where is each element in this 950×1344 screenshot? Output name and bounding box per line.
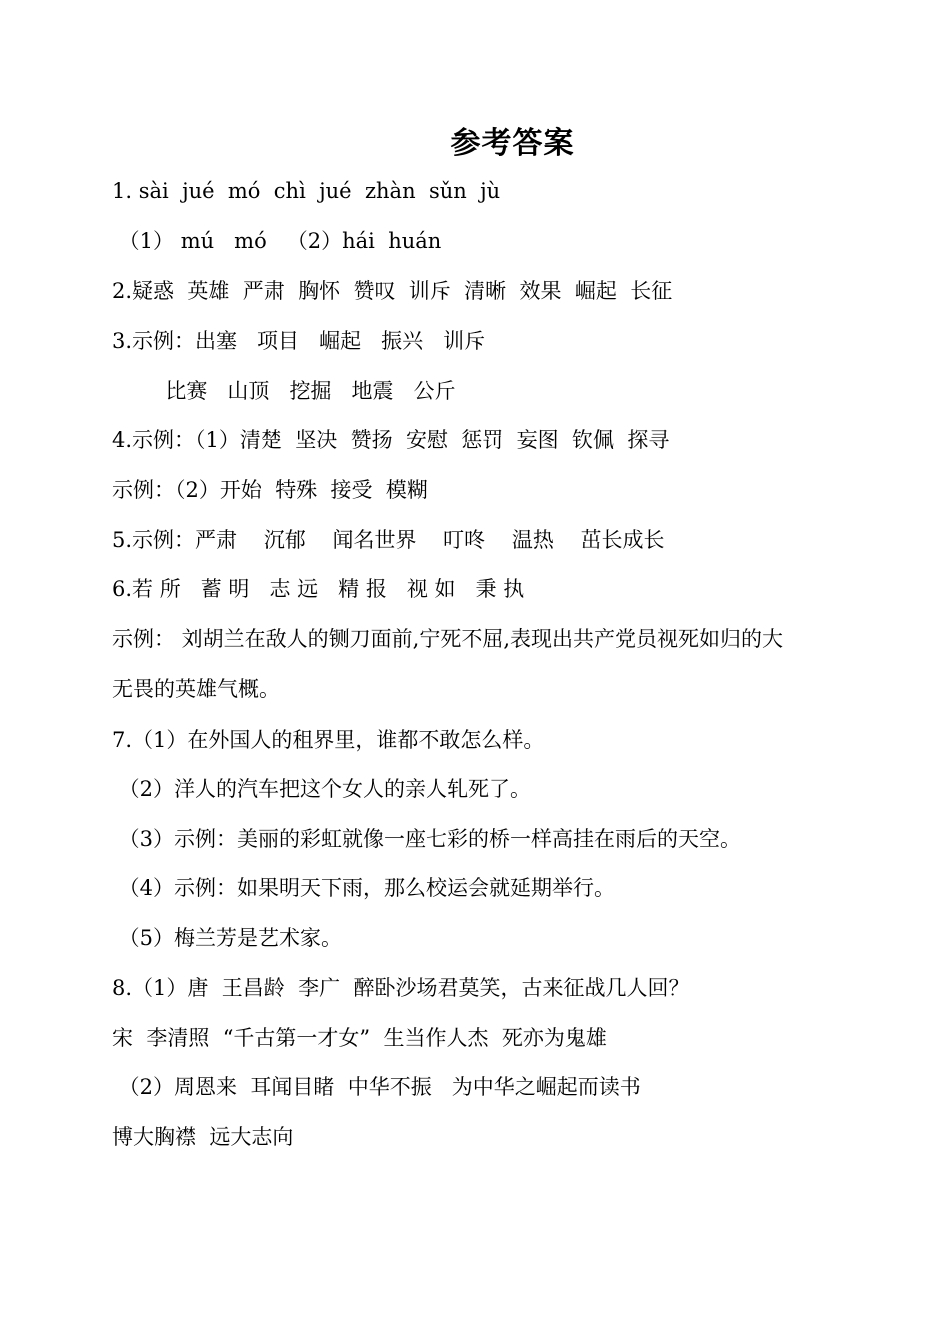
answer-line-3: 3.示例：出塞 项目 崛起 振兴 训斥 bbox=[112, 329, 486, 353]
answer-line-8-2-cont: 博大胸襟 远大志向 bbox=[112, 1125, 294, 1149]
answer-line-4: 4.示例：（1）清楚 坚决 赞扬 安慰 惩罚 妄图 钦佩 探寻 bbox=[112, 428, 670, 452]
page-title: 参考答案 bbox=[450, 126, 575, 161]
answer-line-3-cont: 比赛 山顶 挖掘 地震 公斤 bbox=[112, 379, 456, 403]
answer-line-7-4: （4）示例：如果明天下雨，那么校运会就延期举行。 bbox=[112, 876, 616, 900]
answer-line-8-1-cont: 宋 李清照 “千古第一才女” 生当作人杰 死亦为鬼雄 bbox=[112, 1026, 607, 1050]
answer-line-8-2: （2）周恩来 耳闻目睹 中华不振 为中华之崛起而读书 bbox=[112, 1075, 641, 1099]
answer-line-7-1: 7.（1）在外国人的租界里，谁都不敢怎么样。 bbox=[112, 728, 545, 752]
answer-line-8-1: 8.（1）唐 王昌龄 李广 醉卧沙场君莫笑，古来征战几人回？ bbox=[112, 976, 690, 1000]
answer-line-7-3: （3）示例：美丽的彩虹就像一座七彩的桥一样高挂在雨后的天空。 bbox=[112, 827, 742, 851]
answer-line-2: 2.疑惑 英雄 严肃 胸怀 赞叹 训斥 清晰 效果 崛起 长征 bbox=[112, 279, 673, 303]
answer-line-1-sub: （1） mú mó （2）hái huán bbox=[112, 229, 442, 253]
answer-line-6-example: 示例： 刘胡兰在敌人的铡刀面前,宁死不屈,表现出共产党员视死如归的大 bbox=[112, 627, 784, 651]
answer-line-6-example-cont: 无畏的英雄气概。 bbox=[112, 677, 280, 701]
answer-line-1: 1. sài jué mó chì jué zhàn sǔn jù bbox=[112, 179, 501, 203]
answer-line-5: 5.示例：严肃 沉郁 闻名世界 叮咚 温热 茁长成长 bbox=[112, 528, 665, 552]
answer-line-6: 6.若 所 蓄 明 志 远 精 报 视 如 秉 执 bbox=[112, 577, 525, 601]
answer-line-7-5: （5）梅兰芳是艺术家。 bbox=[112, 926, 343, 950]
answer-line-4-sub: 示例：（2）开始 特殊 接受 模糊 bbox=[112, 478, 428, 502]
answer-line-7-2: （2）洋人的汽车把这个女人的亲人轧死了。 bbox=[112, 777, 532, 801]
